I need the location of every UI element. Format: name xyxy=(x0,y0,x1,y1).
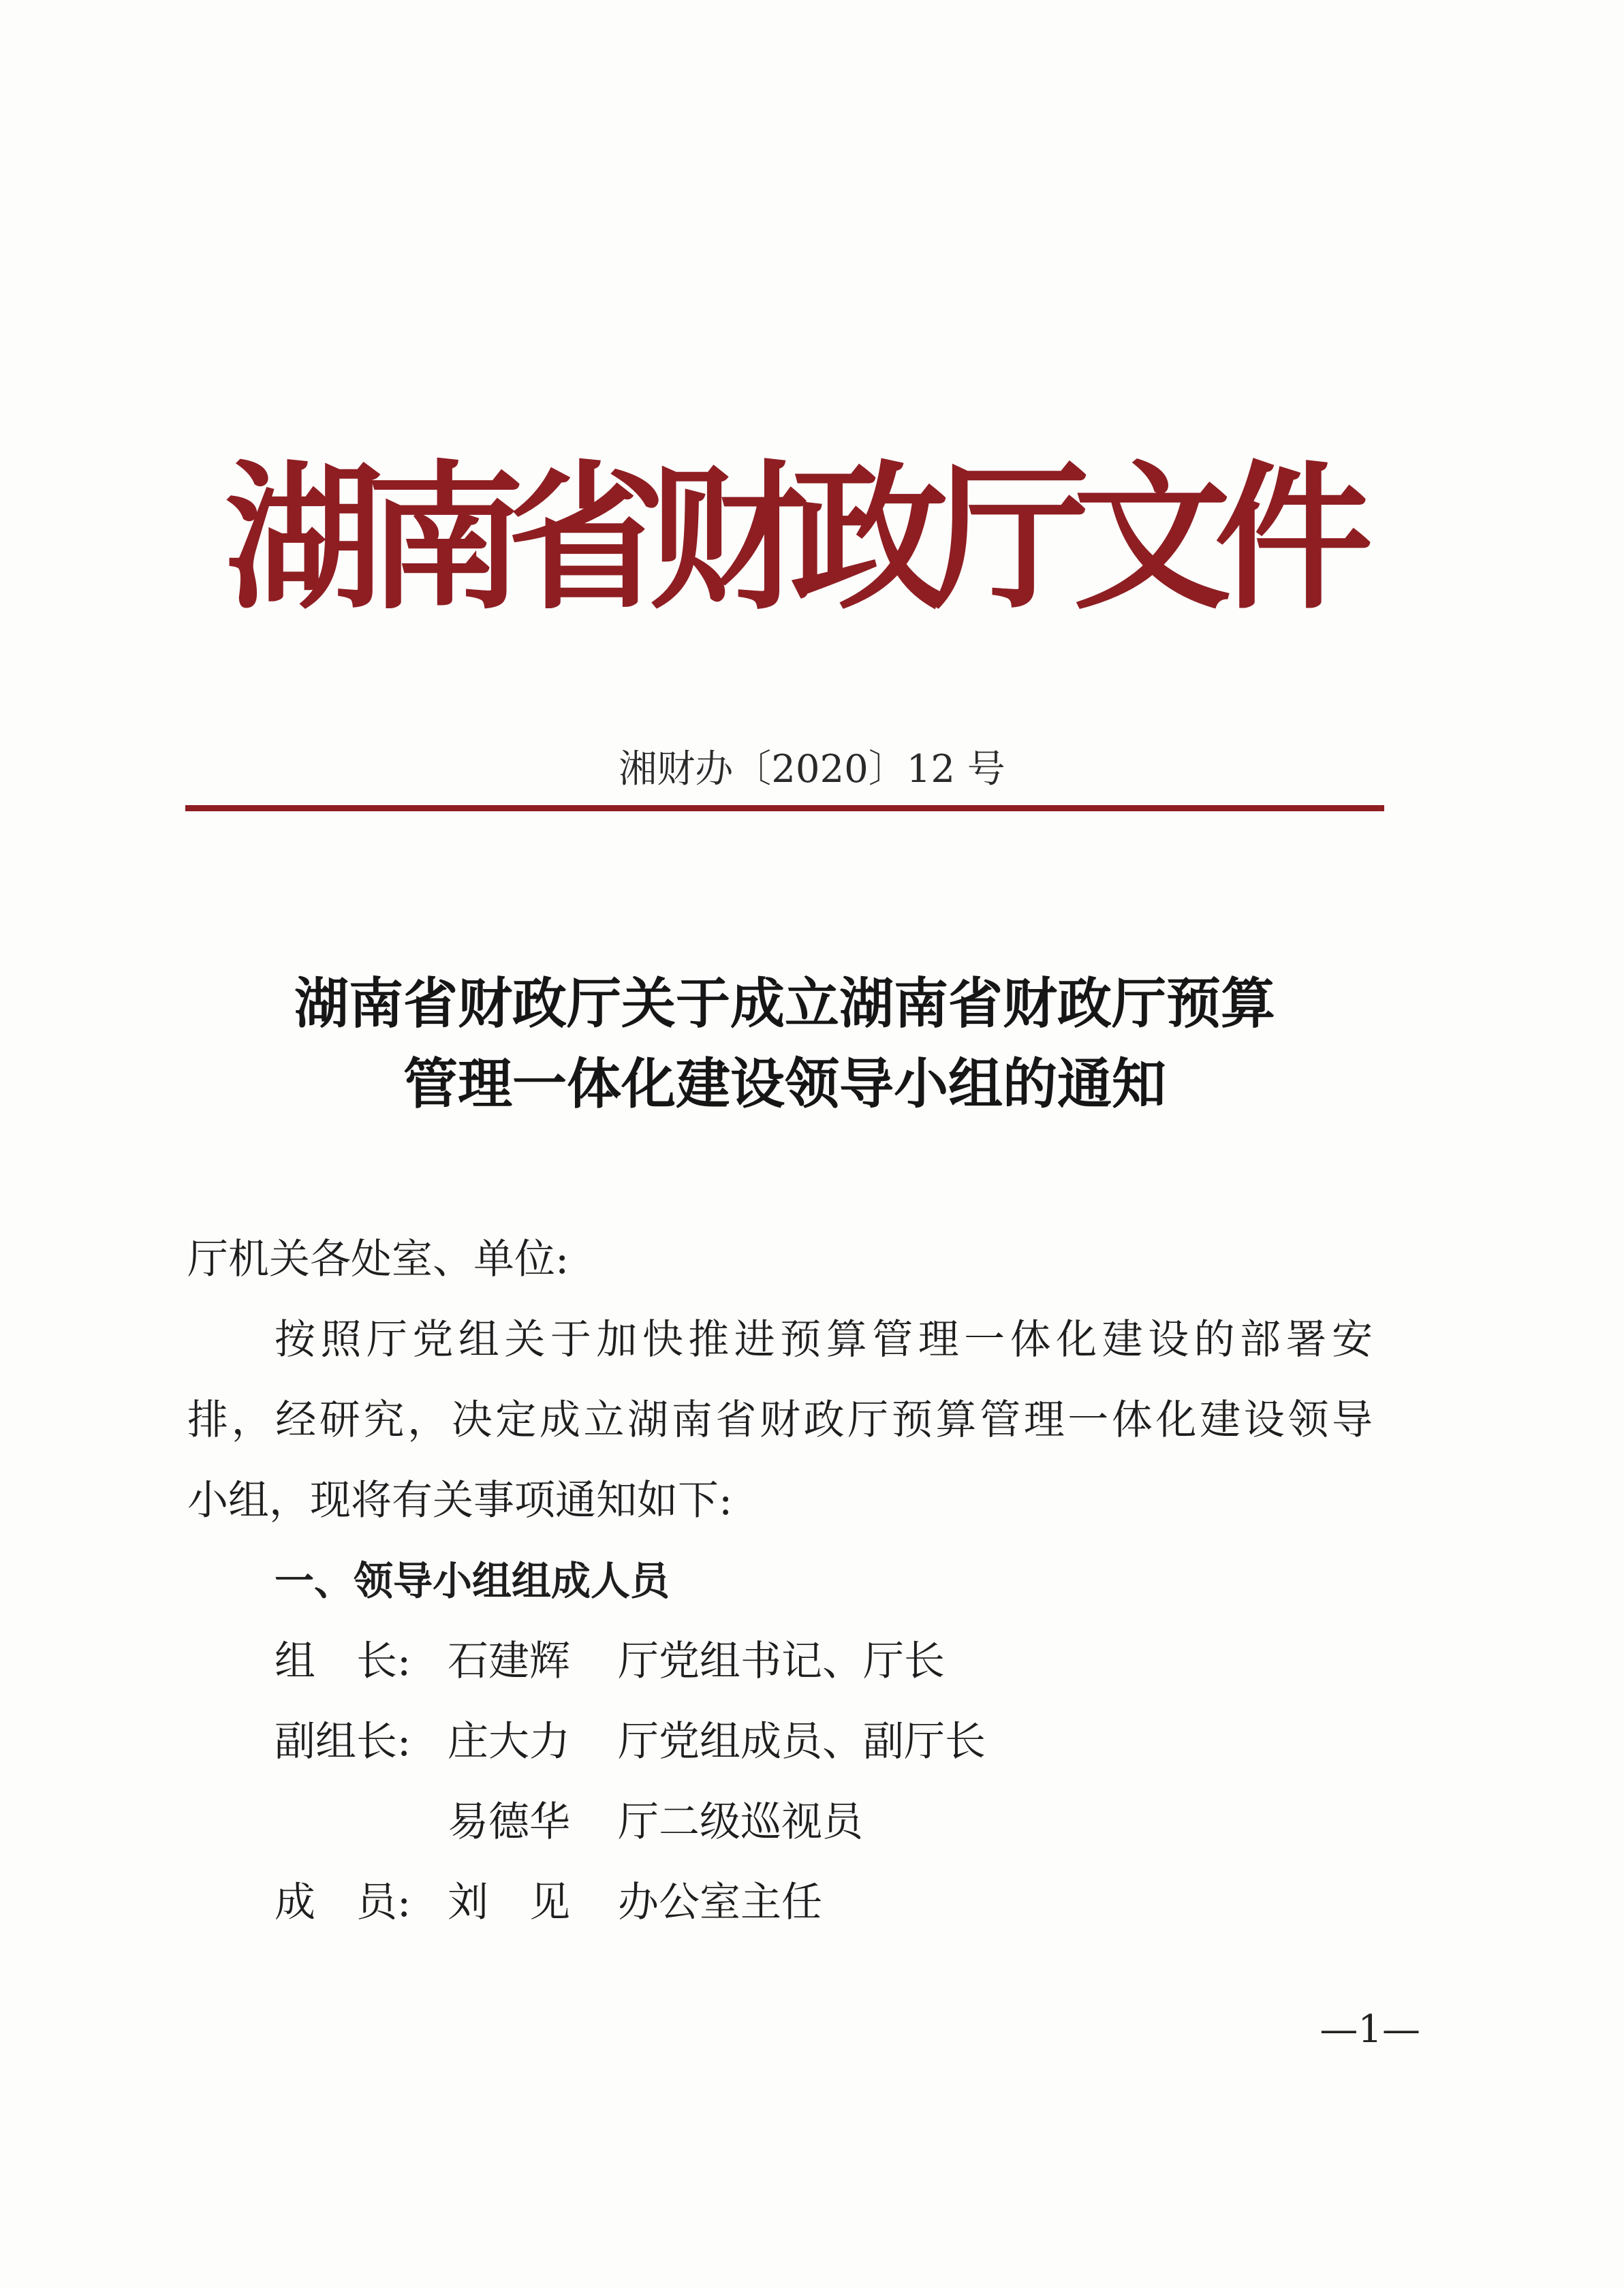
red-divider-line xyxy=(185,805,1384,811)
member-post: 厅党组书记、厅长 xyxy=(618,1637,945,1685)
member-role: 成 员: xyxy=(275,1879,411,1926)
paragraph-line: 按照厅党组关于加快推进预算管理一体化建设的部署安 xyxy=(275,1316,1373,1364)
member-row xyxy=(187,1862,1373,1943)
header-char: 财 xyxy=(649,445,807,631)
member-name: 刘 见 xyxy=(448,1879,570,1926)
document-number: 湘财办〔2020〕12 号 xyxy=(619,747,1005,792)
header-char: 厅 xyxy=(931,445,1090,631)
header-char: 件 xyxy=(1214,445,1373,631)
member-row xyxy=(187,1621,1373,1702)
title-line-1: 湖南省财政厅关于成立湖南省财政厅预算 xyxy=(294,972,1275,1035)
header-char: 省 xyxy=(507,445,666,631)
member-row xyxy=(187,1702,1373,1782)
member-row xyxy=(187,1782,1373,1862)
title-line-2: 管理一体化建设领导小组的通知 xyxy=(403,1052,1166,1116)
red-header-title xyxy=(225,443,1373,633)
page-number: —1— xyxy=(1320,2007,1420,2052)
member-post: 厅二级巡视员 xyxy=(618,1798,863,1846)
header-char: 南 xyxy=(366,445,525,631)
section-heading: 一、领导小组组成人员 xyxy=(275,1558,670,1604)
paragraph-line: 小组，现将有关事项通知如下: xyxy=(187,1477,733,1524)
header-char: 文 xyxy=(1073,445,1232,631)
paragraph-line: 排，经研究，决定成立湖南省财政厅预算管理一体化建设领导 xyxy=(187,1396,1373,1444)
header-char: 湖 xyxy=(225,445,384,631)
member-post: 办公室主任 xyxy=(618,1879,822,1926)
member-name: 易德华 xyxy=(448,1798,570,1846)
document-body xyxy=(187,1219,1373,1943)
member-role: 组 长: xyxy=(275,1637,411,1685)
member-name: 石建辉 xyxy=(448,1637,570,1685)
header-char: 政 xyxy=(790,445,949,631)
document-title xyxy=(185,964,1384,1125)
member-role: 副组长: xyxy=(275,1718,411,1766)
addressee: 厅机关各处室、单位: xyxy=(187,1236,569,1283)
member-name: 庄大力 xyxy=(448,1718,570,1766)
member-post: 厅党组成员、副厅长 xyxy=(618,1718,986,1766)
